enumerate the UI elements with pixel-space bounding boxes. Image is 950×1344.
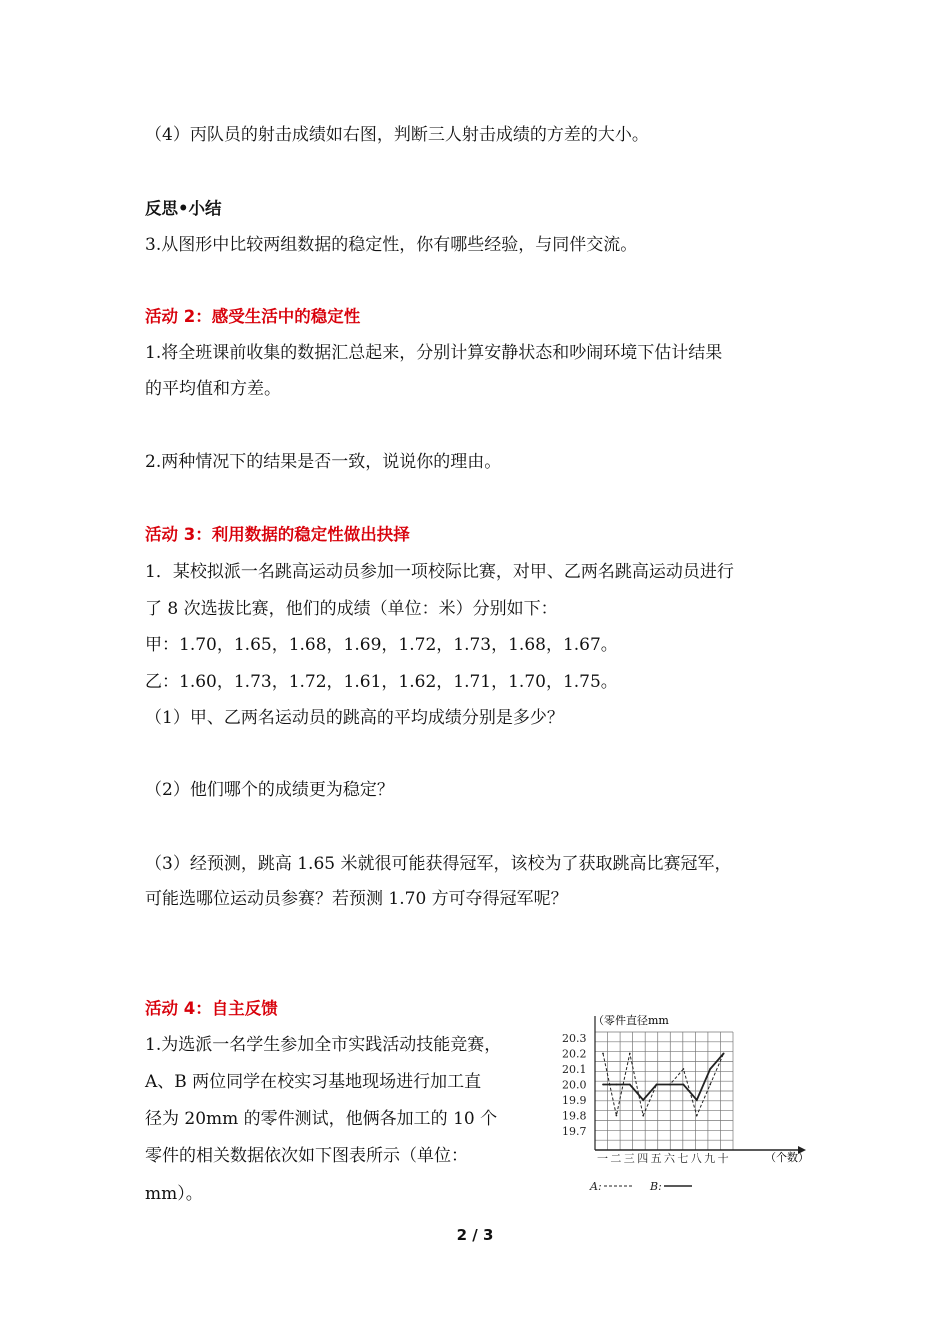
- x-tick-label: 二: [610, 1152, 622, 1165]
- activity-3-item-1-line2: 了 8 次选拔比赛，他们的成绩（单位：米）分别如下：: [145, 599, 558, 619]
- series-A-point: [709, 1084, 711, 1086]
- y-tick-label: 19.7: [562, 1125, 587, 1138]
- series-B-point: [629, 1084, 631, 1086]
- y-tick-label: 20.0: [562, 1078, 587, 1092]
- activity-4-item-1-line3: 径为 20mm 的零件测试，他俩各加工的 10 个: [145, 1109, 498, 1129]
- series-A-point: [642, 1115, 644, 1117]
- legend-a-label: A:: [590, 1180, 602, 1193]
- chart-legend: [589, 1180, 692, 1193]
- x-tick-label: 十: [717, 1152, 729, 1165]
- series-B-point: [709, 1068, 711, 1070]
- activity-4-heading: 活动 4：自主反馈: [145, 999, 278, 1018]
- series-A-point: [696, 1115, 698, 1117]
- series-B-point: [682, 1084, 684, 1086]
- series-B-point: [642, 1099, 644, 1101]
- activity-2-item-1-line2: 的平均值和方差。: [145, 379, 281, 399]
- activity-4-item-1-line5: mm）。: [145, 1184, 203, 1204]
- page-number: 2 / 3: [456, 1226, 494, 1244]
- chart-y-ticks: [562, 1032, 587, 1138]
- y-tick-label: 19.8: [562, 1109, 587, 1123]
- y-tick-label: 20.1: [562, 1063, 587, 1076]
- series-A-point: [629, 1053, 631, 1055]
- y-tick-label: 20.3: [562, 1032, 587, 1045]
- x-tick-label: 一: [597, 1152, 608, 1165]
- series-B-point: [602, 1084, 604, 1086]
- activity-4-item-1-line2: A、B 两位同学在校实习基地现场进行加工直: [145, 1072, 482, 1092]
- series-B-point: [723, 1053, 725, 1055]
- chart-series: [602, 1053, 724, 1117]
- sub-question-3-line2: 可能选哪位运动员参赛？若预测 1.70 方可夺得冠军呢？: [145, 889, 568, 909]
- x-tick-label: 四: [637, 1152, 649, 1165]
- x-tick-label: 八: [690, 1152, 702, 1165]
- activity-2-item-1-line1: 1.将全班课前收集的数据汇总起来，分别计算安静状态和吵闹环境下估计结果: [145, 343, 723, 363]
- chart-x-ticks: [597, 1151, 729, 1165]
- question-4: （4）丙队员的射击成绩如右图，判断三人射击成绩的方差的大小。: [145, 125, 649, 145]
- series-B-point: [615, 1084, 617, 1086]
- x-tick-label: 六: [663, 1152, 675, 1165]
- yi-scores: 乙：1.60，1.73，1.72，1.61，1.62，1.71，1.70，1.75。: [145, 672, 618, 692]
- activity-2-item-2: 2.两种情况下的结果是否一致，说说你的理由。: [145, 452, 502, 472]
- y-tick-label: 20.2: [562, 1047, 587, 1061]
- reflect-item-3: 3.从图形中比较两组数据的稳定性，你有哪些经验，与同伴交流。: [145, 235, 638, 255]
- reflect-heading: 反思•小结: [145, 199, 222, 218]
- chart-x-axis-label: （个数）: [765, 1151, 809, 1164]
- diameter-line-chart: [560, 1010, 810, 1200]
- activity-4-item-1-line1: 1.为选派一名学生参加全市实践活动技能竞赛，: [145, 1035, 502, 1055]
- series-A-point: [682, 1068, 684, 1070]
- series-B-point: [696, 1099, 698, 1101]
- series-A-point: [615, 1115, 617, 1117]
- activity-3-heading: 活动 3：利用数据的稳定性做出抉择: [145, 525, 410, 544]
- x-tick-label: 五: [650, 1152, 662, 1165]
- x-tick-label: 三: [623, 1152, 635, 1165]
- activity-3-item-1-line1: 1．某校拟派一名跳高运动员参加一项校际比赛，对甲、乙两名跳高运动员进行: [145, 562, 734, 582]
- x-tick-label: 七: [677, 1152, 689, 1165]
- series-B-point: [656, 1084, 658, 1086]
- activity-2-heading: 活动 2：感受生活中的稳定性: [145, 307, 361, 326]
- series-A-point: [602, 1053, 604, 1055]
- chart-grid: [595, 1032, 733, 1150]
- jia-scores: 甲：1.70，1.65，1.68，1.69，1.72，1.73，1.68，1.67。: [145, 635, 618, 655]
- series-B-point: [669, 1084, 671, 1086]
- legend-b-label: B:: [650, 1180, 662, 1193]
- sub-question-2: （2）他们哪个的成绩更为稳定？: [145, 780, 394, 800]
- sub-question-3-line1: （3）经预测，跳高 1.65 米就很可能获得冠军，该校为了获取跳高比赛冠军，: [145, 854, 732, 874]
- chart-y-axis-label: （零件直径mm: [593, 1014, 669, 1027]
- sub-question-1: （1）甲、乙两名运动员的跳高的平均成绩分别是多少？: [145, 708, 564, 728]
- activity-4-item-1-line4: 零件的相关数据依次如下图表所示（单位：: [145, 1146, 468, 1166]
- y-tick-label: 19.9: [562, 1094, 587, 1107]
- x-tick-label: 九: [704, 1152, 716, 1165]
